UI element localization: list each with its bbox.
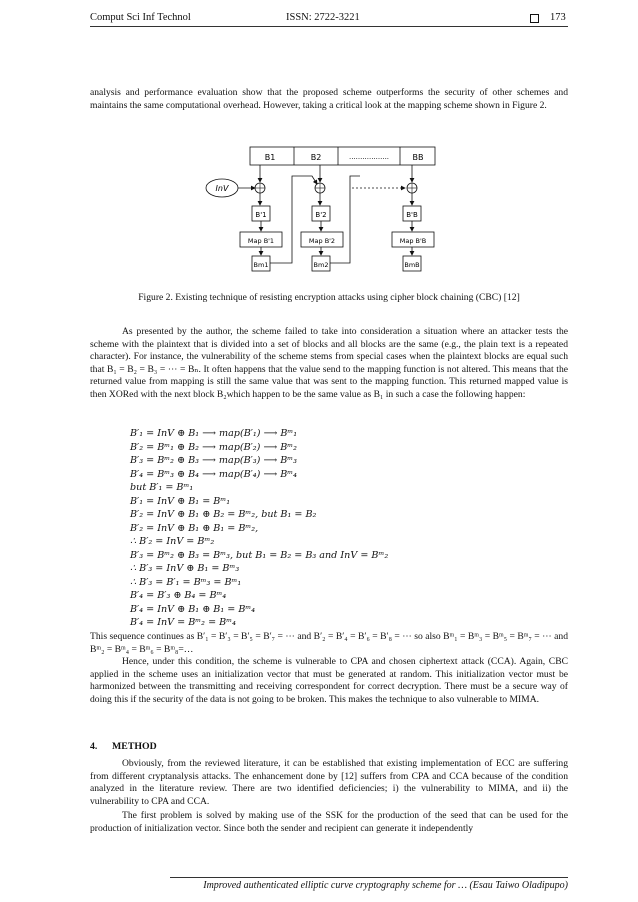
intro-paragraph: analysis and performance evaluation show that the proposed scheme outperforms the security of other schemes and maintains the same computational overhead. However, taking a critical look at the mapping scheme shown in Figure 2. [90, 87, 568, 111]
equation-block [130, 427, 388, 630]
xor-2-icon [315, 183, 325, 193]
equation-1: B′₁ = InV ⊕ B₁ ⟶ map(B′₁) ⟶ Bᵐ₁ [130, 428, 298, 439]
equation-3: B′₃ = Bᵐ₂ ⊕ B₃ ⟶ map(B′₃) ⟶ Bᵐ₃ [130, 455, 298, 466]
body-paragraph-3a: This sequence continues as B′₁ = B′₃ = B′₅ = B′₇ = ⋯ and B′₂ = B′₄ = B′₆ = B′₈ = ⋯ so also Bᵐ₁ = Bᵐ₃ = Bᵐ₅ = Bᵐ₇ = ⋯ and Bᵐ₂ = Bᵐ₄ = Bᵐ₆ = Bᵐ₈=… [90, 631, 568, 655]
equation-7: B′₂ = InV ⊕ B₁ ⊕ B₂ = Bᵐ₂, but B₁ = B₂ [130, 509, 317, 520]
top-block-2: B2 [310, 153, 322, 162]
equation-4: B′₄ = Bᵐ₃ ⊕ B₄ ⟶ map(B′₄) ⟶ Bᵐ₄ [130, 468, 298, 480]
xor-block-n: B'B [406, 211, 418, 219]
xor-1-icon [255, 183, 265, 193]
equation-14: B′₄ = InV ⊕ B₁ ⊕ B₁ = Bᵐ₄ [130, 603, 256, 615]
top-block-n: BB [412, 153, 424, 162]
equation-10: B′₃ = Bᵐ₂ ⊕ B₃ = Bᵐ₃, but B₁ = B₂ = B₃ and InV = Bᵐ₂ [130, 549, 389, 561]
equation-11: ∴ B′₃ = InV ⊕ B₁ = Bᵐ₃ [130, 563, 240, 574]
top-block-dots: .................. [348, 153, 390, 161]
xor-block-1: B'1 [255, 211, 267, 219]
equation-8: B′₂ = InV ⊕ B₁ ⊕ B₁ = Bᵐ₂, [130, 522, 259, 534]
out-block-n: BmB [404, 261, 420, 269]
journal-name: Comput Sci Inf Technol [90, 12, 191, 23]
map-block-2: Map B'2 [308, 237, 336, 245]
page-number: 173 [550, 12, 566, 23]
body-paragraph-3b: Hence, under this condition, the scheme is vulnerable to CPA and chosen ciphertext attack (CCA). Again, CBC applied in the scheme uses an initialization vector that must be generated at random. This initialization vector must be harmonized between the transmitting and receiving correspondent for correct decryption. There must be a secure way of doing this if the security of the data is not going to be broken. This makes the technique to also vulnerable to MIMA. [90, 656, 568, 705]
map-block-1: Map B'1 [247, 237, 275, 245]
out-block-2: Bm2 [313, 261, 329, 269]
body-paragraph-5: The first problem is solved by making use of the SSK for the production of the seed that can be used for the production of initialization vector. Since both the sender and recipient can generate it independently [90, 810, 568, 834]
equation-6: B′₁ = InV ⊕ B₁ = Bᵐ₁ [130, 495, 231, 507]
body-paragraph-4: Obviously, from the reviewed literature, it can be established that existing implementation of ECC are suffering from different cryptanalysis attacks. The enhancement done by [12] suffers from CPA and CCA because of the condition analyzed in the literature review. There are two identified deficiencies; i) the vulnerability to MIMA, and ii) the vulnerability to CPA and CCA. [90, 758, 568, 807]
cbc-diagram [200, 142, 450, 277]
map-block-n: Map B'B [399, 237, 427, 245]
page-header [90, 10, 568, 27]
figure-caption: Figure 2. Existing technique of resisting encryption attacks using cipher block chaining (CBC) [12] [138, 292, 520, 303]
equation-13: B′₄ = B′₃ ⊕ B₄ = Bᵐ₄ [130, 590, 227, 601]
page-footer: Improved authenticated elliptic curve cryptography scheme for … (Esau Taiwo Oladipupo) [170, 877, 568, 891]
equation-12: ∴ B′₃ = B′₁ = Bᵐ₃ = Bᵐ₁ [130, 576, 242, 588]
input-vector-label: InV [215, 184, 229, 193]
equation-9: ∴ B′₂ = InV = Bᵐ₂ [130, 536, 215, 547]
equation-15: B′₄ = InV = Bᵐ₂ = Bᵐ₄ [130, 617, 236, 628]
equation-2: B′₂ = Bᵐ₁ ⊕ B₂ ⟶ map(B′₂) ⟶ Bᵐ₂ [130, 441, 298, 453]
body-paragraph-2: As presented by the author, the scheme failed to take into consideration a situation where an attacker tests the scheme with the plaintext that is divided into a set of blocks and all blocks are the same (e.g., the plain text is a repeated character). For instance, the vulnerability of the scheme stems from special cases when the plaintext blocks are equal such that B₁ = B₂ = B₃ = ⋯ = Bₙ. It often happens that the value send to the mapping function is not altered. This means that the returned value from mapping is still the same value that was sent to the mapping function. This returned mapped value is then XORed with the next block B₂which happen to be the same value as B₁ in such a case the following happen: [90, 326, 568, 400]
issn: ISSN: 2722-3221 [286, 12, 360, 23]
xor-n-icon [407, 183, 417, 193]
top-block-1: B1 [264, 153, 276, 162]
xor-block-2: B'2 [315, 211, 327, 219]
equation-5: but B′₁ = Bᵐ₁ [130, 482, 194, 493]
section-heading: 4. METHOD [90, 741, 157, 752]
out-block-1: Bm1 [253, 261, 269, 269]
